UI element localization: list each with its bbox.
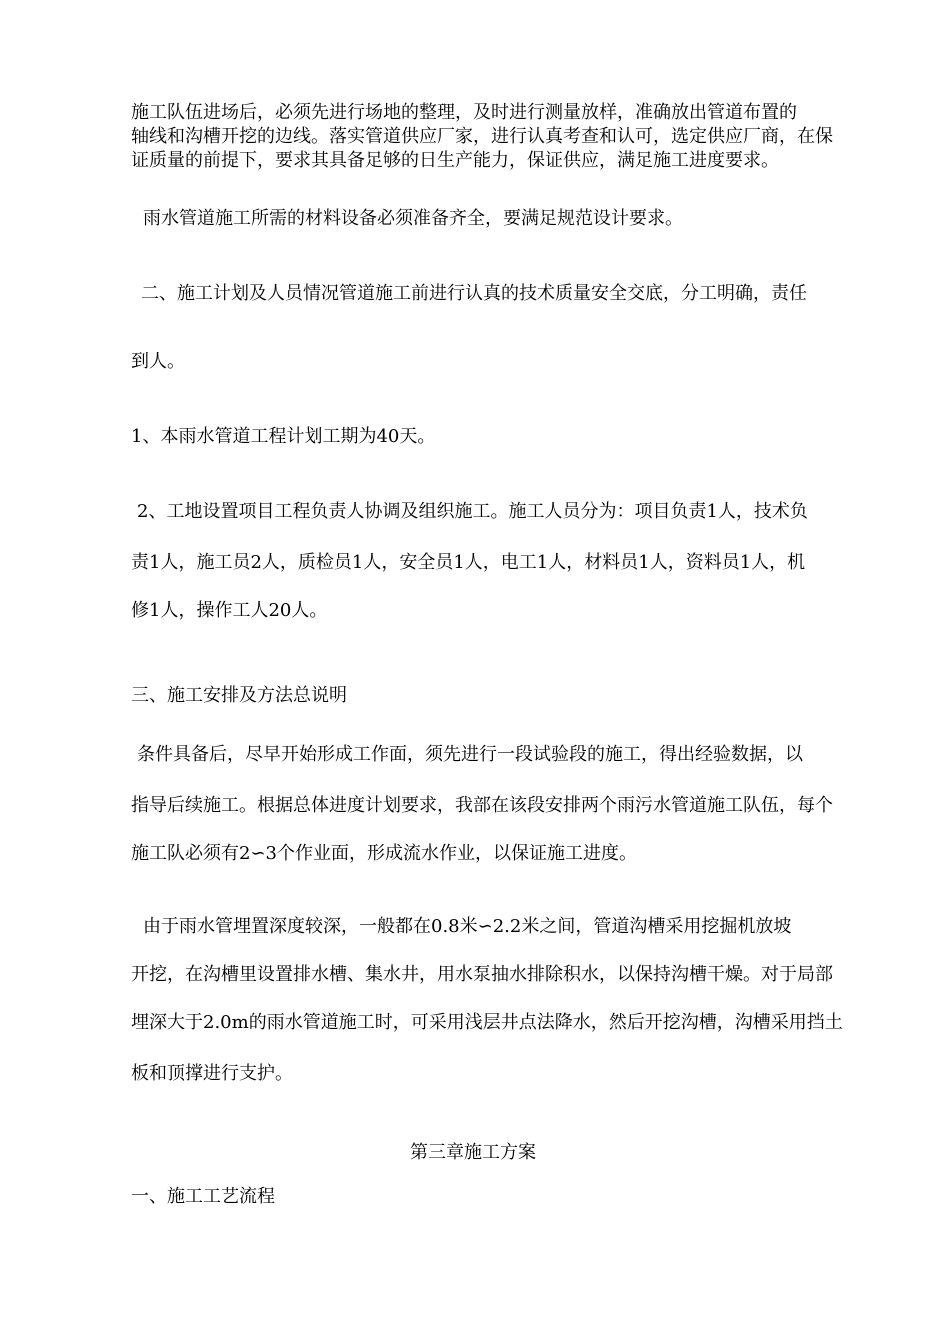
paragraph-line: 埋深大于2.0m的雨水管道施工时，可采用浅层井点法降水，然后开挖沟槽，沟槽采用挡土 — [131, 1012, 843, 1033]
list-item-1: 1、本雨水管道工程计划工期为40天。 — [131, 426, 436, 447]
section-heading-1: 一、施工工艺流程 — [131, 1186, 275, 1207]
section-heading-line: 二、施工计划及人员情况管道施工前进行认真的技术质量安全交底，分工明确，责任 — [141, 283, 807, 304]
paragraph-line: 指导后续施工。根据总体进度计划要求，我部在该段安排两个雨污水管道施工队伍，每个 — [131, 795, 833, 816]
paragraph-line: 雨水管道施工所需的材料设备必须准备齐全，要满足规范设计要求。 — [143, 208, 683, 229]
chapter-title: 第三章施工方案 — [410, 1142, 536, 1163]
paragraph-line: 开挖，在沟槽里设置排水槽、集水井，用水泵抽水排除积水，以保持沟槽干燥。对于局部 — [131, 964, 833, 985]
paragraph-line: 施工队必须有2∽3个作业面，形成流水作业，以保证施工进度。 — [131, 843, 637, 864]
paragraph-line: 由于雨水管埋置深度较深，一般都在0.8米∽2.2米之间，管道沟槽采用挖掘机放坡 — [143, 916, 792, 937]
paragraph-line: 轴线和沟槽开挖的边线。落实管道供应厂家，进行认真考查和认可，选定供应厂商，在保 — [131, 126, 833, 147]
paragraph-line: 条件具备后，尽早开始形成工作面，须先进行一段试验段的施工，得出经验数据，以 — [137, 744, 803, 765]
paragraph-line: 到人。 — [131, 351, 185, 372]
paragraph-line: 板和顶撑进行支护。 — [131, 1063, 293, 1084]
paragraph-line: 证质量的前提下，要求其具备足够的日生产能力，保证供应，满足施工进度要求。 — [131, 150, 779, 171]
paragraph-line: 施工队伍进场后，必须先进行场地的整理，及时进行测量放样，准确放出管道布置的 — [131, 102, 797, 123]
list-item-2-line: 2、工地设置项目工程负责人协调及组织施工。施工人员分为：项目负责1人，技术负 — [137, 501, 808, 522]
section-heading-3: 三、施工安排及方法总说明 — [131, 685, 347, 706]
list-item-2-line: 修1人，操作工人20人。 — [131, 600, 328, 621]
list-item-2-line: 责1人，施工员2人，质检员1人，安全员1人，电工1人，材料员1人，资料员1人，机 — [131, 552, 806, 573]
